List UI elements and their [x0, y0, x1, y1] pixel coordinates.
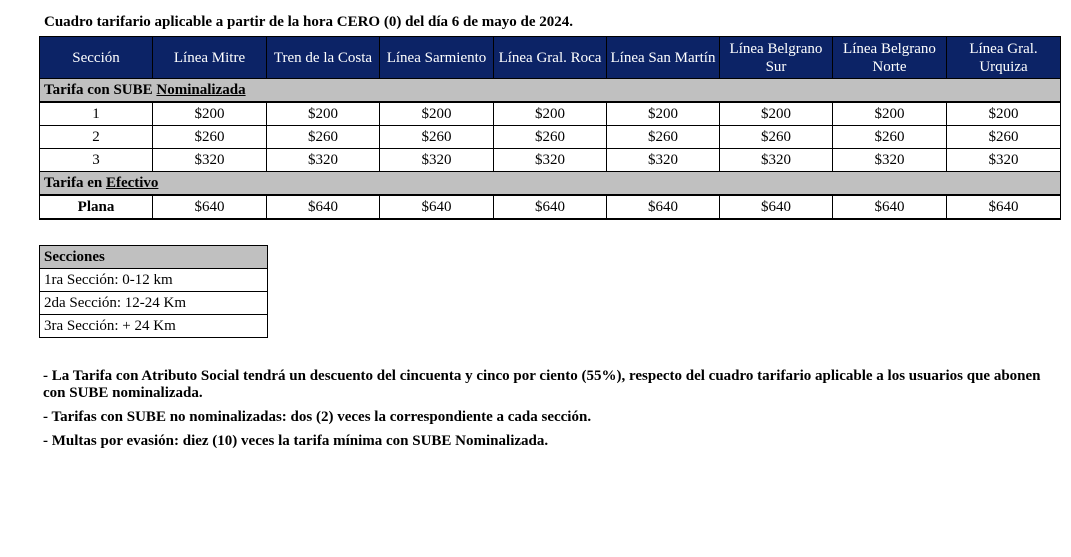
sections-table — [39, 245, 268, 338]
fare-cell: $200 — [833, 102, 947, 126]
fare-cell: $320 — [947, 149, 1061, 172]
table-row — [40, 315, 268, 338]
band-sube-emphasis: Nominalizada — [156, 82, 246, 98]
fare-cell: $640 — [720, 195, 833, 219]
fare-cell: $320 — [153, 149, 267, 172]
fare-cell: $640 — [607, 195, 720, 219]
table-row — [40, 269, 268, 292]
header-linea-sarmiento: Línea Sarmiento — [380, 37, 494, 79]
header-linea-san-martin: Línea San Martín — [607, 37, 720, 79]
band-row-sube — [40, 79, 1061, 103]
table-row — [40, 102, 1061, 126]
header-linea-belgrano-sur: Línea Belgrano Sur — [720, 37, 833, 79]
fare-cell: $200 — [947, 102, 1061, 126]
band-sube-prefix: Tarifa con SUBE — [44, 82, 157, 98]
section-definition: 2da Sección: 12-24 Km — [40, 292, 268, 315]
fare-cell: $200 — [153, 102, 267, 126]
fare-cell: $640 — [494, 195, 607, 219]
header-seccion: Sección — [40, 37, 153, 79]
note-social-tariff: - La Tarifa con Atributo Social tendrá un descuento del cincuenta y cinco por ciento (55%), respecto del cuadro tarifario aplicable a los usuarios que abonen con SUBE nominalizada. — [43, 368, 1041, 401]
fare-cell: $320 — [607, 149, 720, 172]
note-fines: - Multas por evasión: diez (10) veces la tarifa mínima con SUBE Nominalizada. — [43, 433, 549, 449]
table-row — [40, 149, 1061, 172]
fare-cell: $640 — [947, 195, 1061, 219]
header-linea-belgrano-norte: Línea Belgrano Norte — [833, 37, 947, 79]
page-title: Cuadro tarifario aplicable a partir de la hora CERO (0) del día 6 de mayo de 2024. — [44, 14, 574, 30]
table-row — [40, 292, 268, 315]
section-definition: 3ra Sección: + 24 Km — [40, 315, 268, 338]
fare-cell: $260 — [494, 126, 607, 149]
band-label-sube — [40, 79, 1061, 103]
notes — [43, 368, 1043, 457]
fare-cell: $260 — [607, 126, 720, 149]
fare-cell: $320 — [494, 149, 607, 172]
fare-cell: $260 — [153, 126, 267, 149]
fare-cell: $640 — [267, 195, 380, 219]
fare-cell: $200 — [607, 102, 720, 126]
header-tren-de-la-costa: Tren de la Costa — [267, 37, 380, 79]
fare-cell: $200 — [494, 102, 607, 126]
fare-cell: $260 — [720, 126, 833, 149]
fare-cell: $200 — [720, 102, 833, 126]
fare-cell: $640 — [153, 195, 267, 219]
table-row — [40, 195, 1061, 219]
band-label-cash — [40, 172, 1061, 196]
fare-cell: $260 — [380, 126, 494, 149]
band-cash-prefix: Tarifa en — [44, 175, 106, 191]
section-cell: 1 — [40, 102, 153, 126]
fare-cell: $260 — [947, 126, 1061, 149]
section-cell: 3 — [40, 149, 153, 172]
sections-header: Secciones — [40, 246, 268, 269]
fare-cell: $200 — [267, 102, 380, 126]
note-non-nominalized: - Tarifas con SUBE no nominalizadas: dos (2) veces la correspondiente a cada sección. — [43, 409, 592, 425]
fare-cell: $640 — [833, 195, 947, 219]
section-definition: 1ra Sección: 0-12 km — [40, 269, 268, 292]
fare-cell: $320 — [267, 149, 380, 172]
fare-cell: $320 — [720, 149, 833, 172]
header-linea-urquiza: Línea Gral. Urquiza — [947, 37, 1061, 79]
header-linea-roca: Línea Gral. Roca — [494, 37, 607, 79]
section-cell: 2 — [40, 126, 153, 149]
fare-cell: $320 — [833, 149, 947, 172]
fare-cell: $320 — [380, 149, 494, 172]
fare-table — [39, 36, 1061, 220]
fare-cell: $200 — [380, 102, 494, 126]
band-row-cash — [40, 172, 1061, 196]
table-row — [40, 126, 1061, 149]
band-cash-emphasis: Efectivo — [105, 175, 159, 191]
header-row — [40, 37, 1061, 79]
header-linea-mitre: Línea Mitre — [153, 37, 267, 79]
section-cell: Plana — [40, 195, 153, 219]
fare-cell: $260 — [267, 126, 380, 149]
sections-header-row — [40, 246, 268, 269]
fare-cell: $260 — [833, 126, 947, 149]
fare-cell: $640 — [380, 195, 494, 219]
